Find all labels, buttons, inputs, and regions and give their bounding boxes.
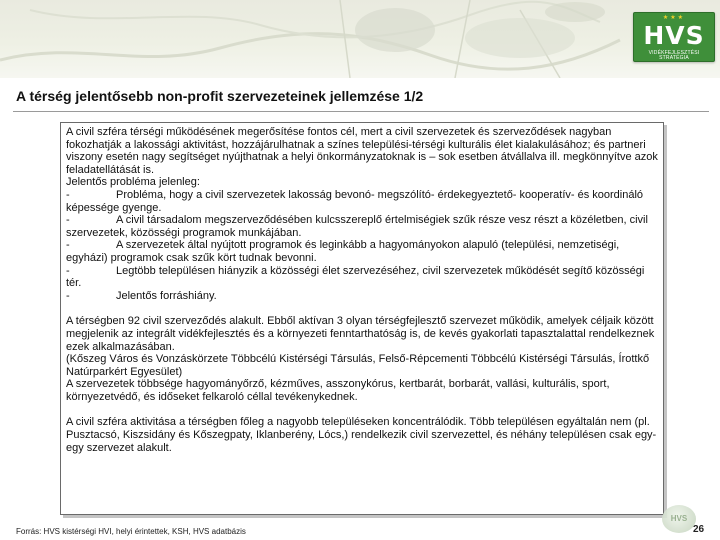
organizations-list: (Kőszeg Város és Vonzáskörzete Többcélú Kistérségi Társulás, Felső-Répcementi Többcélú Kistérségi Társulás, Írottkő Natúrparkért Egyesület) <box>66 353 650 378</box>
problem-item: - Legtöbb településen hiányzik a közösségi élet szervezéséhez, civil szervezetek működését segítő közösségi tér. <box>66 264 645 290</box>
logo-text: HVS <box>643 21 705 50</box>
title-divider <box>13 111 709 112</box>
content-text <box>66 126 660 454</box>
problem-item: - A civil társadalom megszerveződésében kulcsszereplő értelmiségiek szűk része vesz részt a közéletben, civil szervezetek, közösségi programok munkájában. <box>66 214 648 239</box>
organizations-types: A szervezetek többsége hagyományőrző, kézműves, asszonykórus, kertbarát, borbarát, vallási, kulturális, sport, környezetvédő, és időseket felkaroló céllal tevékenykednek. <box>66 378 610 403</box>
hvs-seal-icon: HVS <box>662 505 696 533</box>
source-note: Forrás: HVS kistérségi HVI, helyi érintettek, KSH, HVS adatbázis <box>16 527 246 536</box>
page-number: 26 <box>693 524 705 535</box>
header-banner <box>0 0 720 78</box>
activity-paragraph: A civil szféra aktivitása a térségben főleg a nagyobb településeken koncentrálódik. Több településen egyáltalán nem (pl. Pusztacsó, Kiszsidány és Kőszegpaty, Iklanberény, Lócs,) rendelkezik civil szervezettel, és néhány településen csak egy-egy szervezet alakult. <box>66 416 657 454</box>
problem-item: - A szervezetek által nyújtott programok és leginkább a hagyományokon alapuló (települési, nemzetiségi, egyházi) programok csak szűk kört tudnak bevonni. <box>66 239 620 264</box>
banner-map-background <box>0 0 720 78</box>
problems-heading: Jelentős probléma jelenleg: <box>66 176 200 189</box>
logo-tagline: VIDÉKFEJLESZTÉSI STRATÉGIA <box>648 50 700 61</box>
intro-paragraph: A civil szféra térségi működésének megerősítése fontos cél, mert a civil szervezetek és szerveződések nagyban fokozhatják a lakossági aktivitást, hozzájárulhatnak a színes települési-térségi kulturális élet kialakulásához; és partneri viszony esetén nagy segítséget nyújthatnak a helyi önkormányzatoknak is – sok esetben átvállalva ill. megkönnyítve azok feladatellátását is. <box>66 126 658 176</box>
problem-item: - Probléma, hogy a civil szervezetek lakosság bevonó- megszólító- érdekegyeztető- kooperatív- és koordináló képessége gyenge. <box>66 188 644 214</box>
problem-item: - Jelentős forráshiány. <box>66 289 217 302</box>
page-title: A térség jelentősebb non-profit szervezeteinek jellemzése 1/2 <box>16 88 424 104</box>
logo-stars-icon: ★★★ <box>662 15 686 21</box>
organizations-paragraph: A térségben 92 civil szerveződés alakult. Ebből aktívan 3 olyan térségfejlesztő szervezet működik, amelyek céljaik között megjelenik az integrált vidékfejlesztés és a környezeti fenntarthatóság is, de kevés gyakorlati tapasztalattal rendelkeznek ezek alkalmazásában. <box>66 315 655 353</box>
content-text-box <box>60 122 664 515</box>
spacer <box>66 403 660 416</box>
hvs-logo <box>633 12 715 62</box>
spacer <box>66 302 660 315</box>
